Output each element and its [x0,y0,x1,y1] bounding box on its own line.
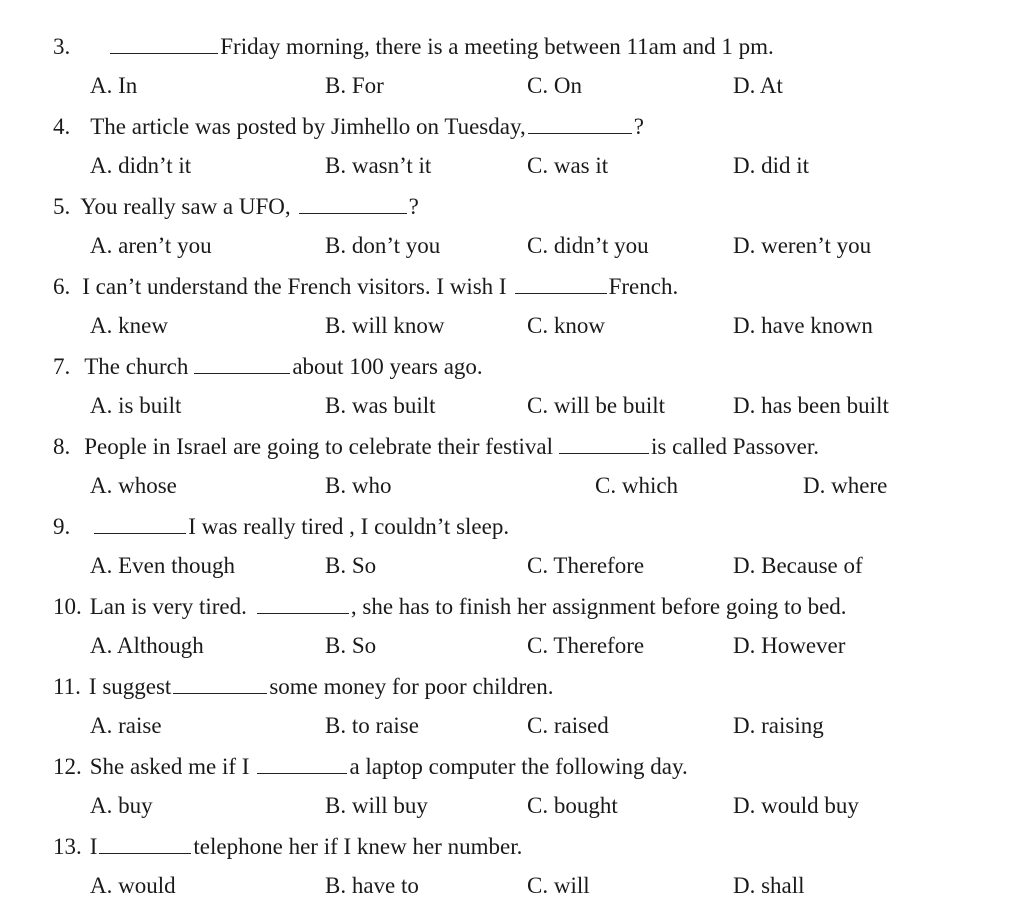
option-a[interactable]: A. whose [90,473,177,498]
question-number: 7. [53,354,71,379]
option-b[interactable]: B. have to [325,873,419,898]
option-c[interactable]: C. was it [527,153,609,178]
option-d[interactable]: D. where [803,473,888,498]
option-c[interactable]: C. raised [527,713,609,738]
question-text-before: You really saw a UFO, [80,194,291,219]
option-b[interactable]: B. For [325,73,384,98]
option-b[interactable]: B. who [325,473,392,498]
answer-blank[interactable] [515,273,607,294]
question-text-before: I [89,834,98,859]
question-number: 5. [53,194,71,219]
option-d[interactable]: D. shall [733,873,805,898]
option-d[interactable]: D. Because of [733,553,863,578]
question-text-after: Friday morning, there is a meeting between 11am and 1 pm. [220,34,774,59]
question-text-after: about 100 years ago. [292,354,483,379]
question-number: 4. [53,114,71,139]
option-d[interactable]: D. However [733,633,846,658]
question-stem [53,832,522,862]
question-number: 13. [53,834,82,859]
question-text-before: She asked me if I [89,754,250,779]
option-d[interactable]: D. did it [733,153,810,178]
option-b[interactable]: B. will buy [325,793,428,818]
option-a[interactable]: A. would [90,873,176,898]
question-stem [53,592,847,622]
question-text-after: , she has to finish her assignment before going to bed. [350,594,847,619]
answer-blank[interactable] [257,593,349,614]
question-number: 10. [53,594,82,619]
answer-blank[interactable] [194,353,290,374]
question-6 [0,254,1024,338]
question-stem [53,112,644,142]
question-text-before: I can’t understand the French visitors. I wish I [82,274,507,299]
answer-blank[interactable] [257,753,347,774]
option-a[interactable]: A. aren’t you [90,233,212,258]
option-a[interactable]: A. buy [90,793,153,818]
question-number: 9. [53,514,71,539]
option-c[interactable]: C. will [527,873,590,898]
question-10 [0,574,1024,658]
option-c[interactable]: C. bought [527,793,618,818]
option-b[interactable]: B. was built [325,393,436,418]
question-text-after: a laptop computer the following day. [349,754,688,779]
question-stem [53,272,678,302]
question-stem [53,512,509,542]
question-text-before: People in Israel are going to celebrate their festival [84,434,553,459]
option-a[interactable]: A. knew [90,313,168,338]
option-a[interactable]: A. didn’t it [90,153,192,178]
question-number: 3. [53,34,71,59]
option-b[interactable]: B. So [325,633,377,658]
answer-blank[interactable] [99,833,191,854]
question-text-before: Lan is very tired. [89,594,247,619]
option-c[interactable]: C. On [527,73,582,98]
question-stem [53,352,483,382]
question-text-after: ? [633,114,644,139]
question-text-after: French. [608,274,679,299]
option-c[interactable]: C. which [595,473,679,498]
option-d[interactable]: D. At [733,73,783,98]
option-d[interactable]: D. would buy [733,793,859,818]
question-text-after: telephone her if I knew her number. [193,834,523,859]
option-d[interactable]: D. raising [733,713,824,738]
question-11 [0,654,1024,738]
option-a[interactable]: A. Even though [90,553,236,578]
option-b[interactable]: B. will know [325,313,445,338]
option-d[interactable]: D. have known [733,313,873,338]
option-a[interactable]: A. Although [90,633,204,658]
option-a[interactable]: A. raise [90,713,162,738]
question-9 [0,494,1024,578]
option-d[interactable]: D. weren’t you [733,233,872,258]
question-4 [0,94,1024,178]
question-text-before: The church [84,354,189,379]
answer-blank[interactable] [299,193,407,214]
question-12 [0,734,1024,818]
answer-blank[interactable] [173,673,267,694]
option-c[interactable]: C. didn’t you [527,233,649,258]
option-b[interactable]: B. So [325,553,377,578]
question-stem [53,672,554,702]
question-stem [53,32,774,62]
option-c[interactable]: C. Therefore [527,633,645,658]
option-a[interactable]: A. In [90,73,138,98]
question-13 [0,814,1024,898]
answer-blank[interactable] [94,513,186,534]
question-text-after: ? [408,194,419,219]
question-number: 12. [53,754,82,779]
question-3 [0,14,1024,98]
question-number: 8. [53,434,71,459]
question-number: 6. [53,274,71,299]
question-stem [53,432,819,462]
question-text-before: I suggest [88,674,172,699]
answer-blank[interactable] [528,113,632,134]
question-5 [0,174,1024,258]
question-number: 11. [53,674,81,699]
option-d[interactable]: D. has been built [733,393,889,418]
question-text-before: The article was posted by Jimhello on Tuesday, [90,114,526,139]
question-text-after: some money for poor children. [269,674,554,699]
question-text-after: I was really tired , I couldn’t sleep. [188,514,510,539]
option-c[interactable]: C. know [527,313,605,338]
option-b[interactable]: B. don’t you [325,233,441,258]
option-b[interactable]: B. wasn’t it [325,153,432,178]
option-b[interactable]: B. to raise [325,713,419,738]
option-a[interactable]: A. is built [90,393,182,418]
answer-blank[interactable] [110,33,218,54]
option-c[interactable]: C. Therefore [527,553,645,578]
question-stem [53,752,688,782]
question-stem [53,192,419,222]
question-7 [0,334,1024,418]
answer-blank[interactable] [559,433,649,454]
option-c[interactable]: C. will be built [527,393,665,418]
question-8 [0,414,1024,498]
question-text-after: is called Passover. [651,434,819,459]
